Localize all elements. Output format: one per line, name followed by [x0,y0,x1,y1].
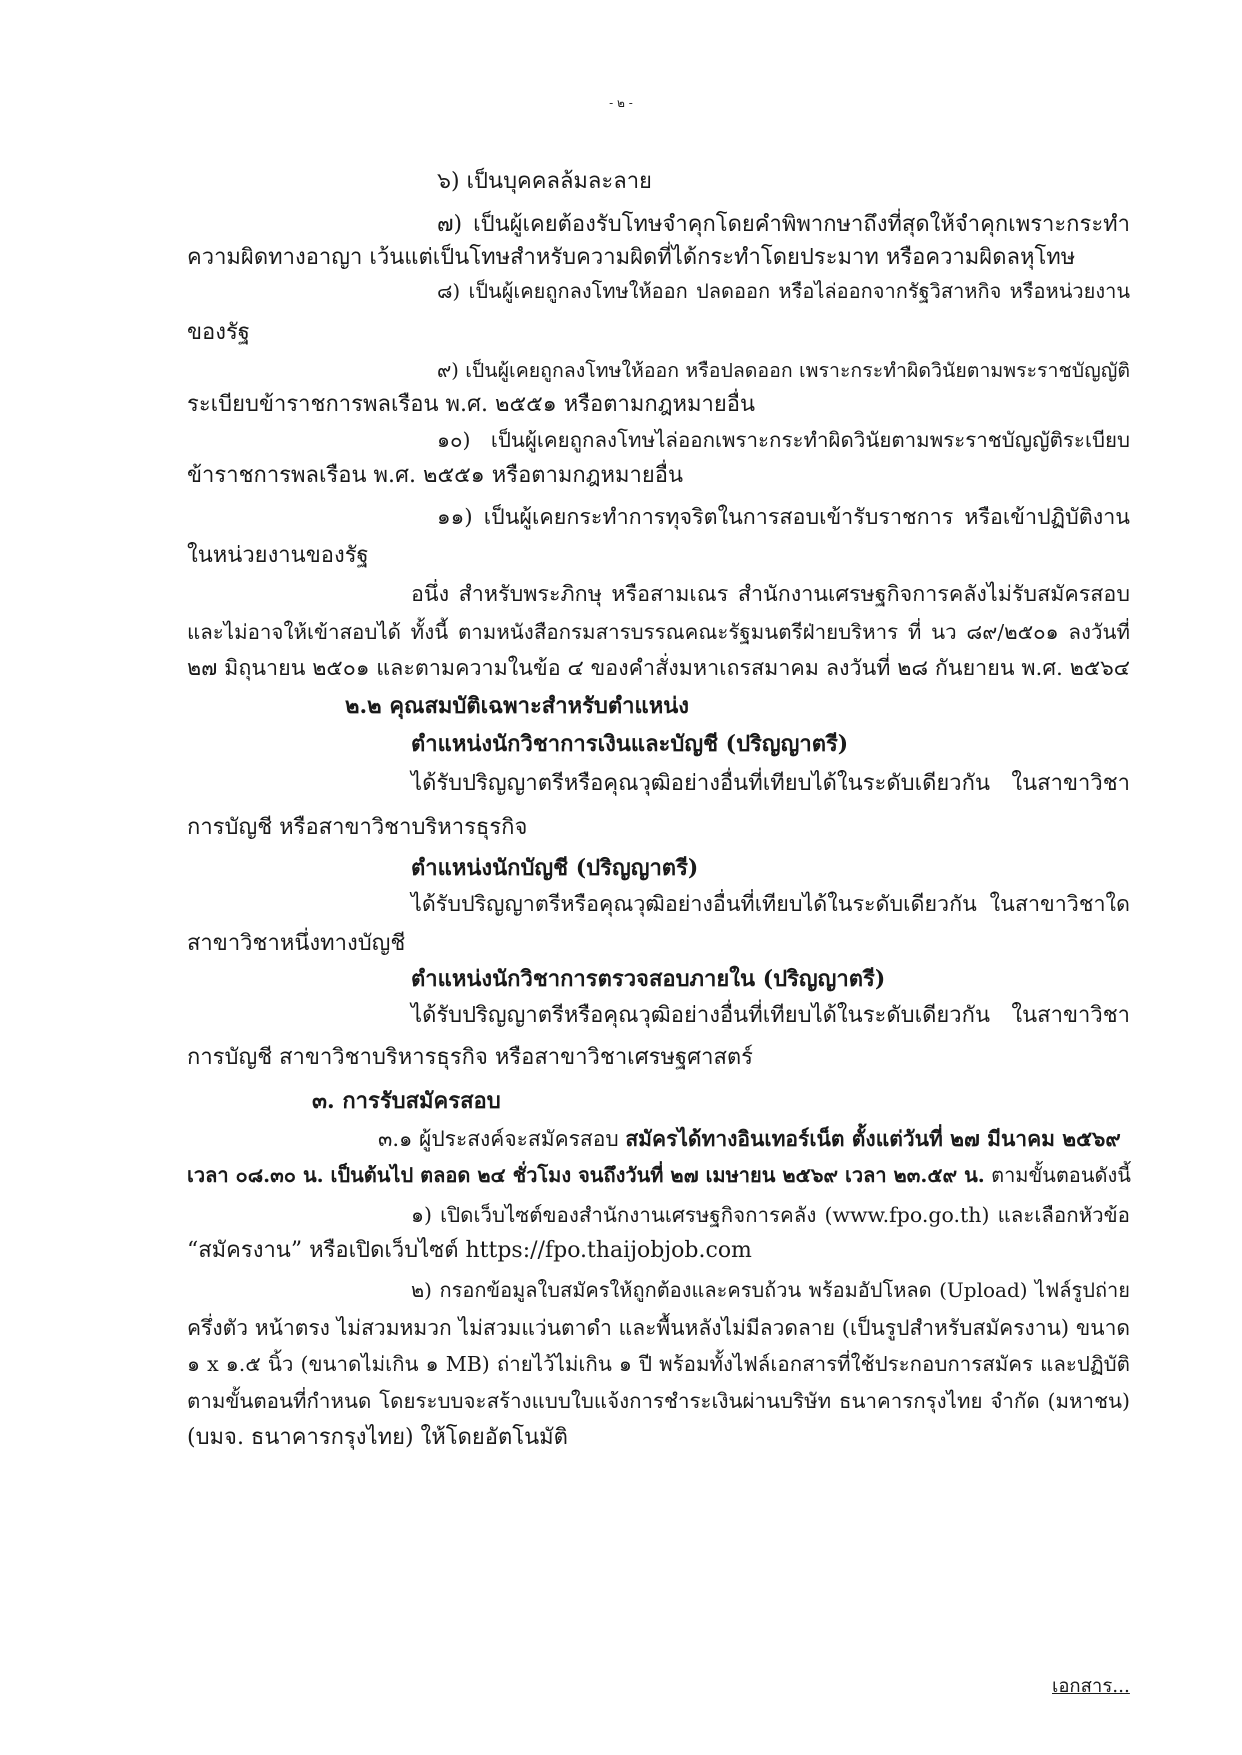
list-item-9-cont: ระเบียบข้าราชการพลเรือน พ.ศ. ๒๕๕๑ หรือตามกฎหมายอื่น [187,392,755,417]
continuation-marker: เอกสาร... [1052,1676,1130,1697]
page-number: - ๒ - [609,96,633,110]
item-3-1-lead-bold: สมัครได้ทางอินเทอร์เน็ต ตั้งแต่วันที่ ๒๗ มีนาคม ๒๕๖๙ [625,1126,1121,1151]
monk-note-line-1: อนึ่ง สำหรับพระภิกษุ หรือสามเณร สำนักงานเศรษฐกิจการคลังไม่รับสมัครสอบ [411,582,1130,607]
item-3-1-line-2 [187,1160,1131,1190]
position-title-auditor: ตำแหน่งนักวิชาการตรวจสอบภายใน (ปริญญาตรี) [411,966,886,992]
monk-note-line-3: ๒๗ มิถุนายน ๒๕๐๑ และตามความในข้อ ๔ ของคำสั่งมหาเถรสมาคม ลงวันที่ ๒๘ กันยายน พ.ศ. ๒๕๖๔ [187,656,1131,681]
section-2-2-heading: ๒.๒ คุณสมบัติเฉพาะสำหรับตำแหน่ง [345,693,689,719]
position-accountant-line-1: ได้รับปริญญาตรีหรือคุณวุฒิอย่างอื่นที่เทียบได้ในระดับเดียวกัน ในสาขาวิชาใด [411,892,1130,917]
list-item-7-cont: ความผิดทางอาญา เว้นแต่เป็นโทษสำหรับความผิดที่ได้กระทำโดยประมาท หรือความผิดลหุโทษ [187,245,1076,270]
item-3-1-period-bold: เวลา ๐๘.๓๐ น. เป็นต้นไป ตลอด ๒๔ ชั่วโมง จนถึงวันที่ ๒๗ เมษายน ๒๕๖๙ เวลา ๒๓.๕๙ น. [187,1163,985,1187]
position-finance-line-2: การบัญชี หรือสาขาวิชาบริหารธุรกิจ [187,815,528,840]
item-3-1-lead: ๓.๑ ผู้ประสงค์จะสมัครสอบ [378,1127,626,1151]
step-1-line-1: ๑) เปิดเว็บไซต์ของสำนักงานเศรษฐกิจการคลัง (www.fpo.go.th) และเลือกหัวข้อ [411,1203,1130,1227]
list-item-8: ๘) เป็นผู้เคยถูกลงโทษให้ออก ปลดออก หรือไล่ออกจากรัฐวิสาหกิจ หรือหน่วยงาน [437,279,1130,303]
step-2-line-2: ครึ่งตัว หน้าตรง ไม่สวมหมวก ไม่สวมแว่นตาดำ และพื้นหลังไม่มีลวดลาย (เป็นรูปสำหรับสมัครงาน) ขนาด [187,1316,1130,1340]
position-auditor-line-1: ได้รับปริญญาตรีหรือคุณวุฒิอย่างอื่นที่เทียบได้ในระดับเดียวกัน ในสาขาวิชา [411,1003,1130,1028]
monk-note-line-2: และไม่อาจให้เข้าสอบได้ ทั้งนี้ ตามหนังสือกรมสารบรรณคณะรัฐมนตรีฝ่ายบริหาร ที่ นว ๘๙/๒๕๐๑ ลงวันที่ [187,620,1130,644]
list-item-6: ๖) เป็นบุคคลล้มละลาย [437,169,652,194]
list-item-7: ๗) เป็นผู้เคยต้องรับโทษจำคุกโดยคำพิพากษาถึงที่สุดให้จำคุกเพราะกระทำ [437,212,1130,237]
list-item-11-cont: ในหน่วยงานของรัฐ [187,543,369,568]
step-1-line-2: “สมัครงาน” หรือเปิดเว็บไซต์ https://fpo.thaijobjob.com [187,1238,752,1263]
position-auditor-line-2: การบัญชี สาขาวิชาบริหารธุรกิจ หรือสาขาวิชาเศรษฐศาสตร์ [187,1045,753,1070]
position-title-accountant: ตำแหน่งนักบัญชี (ปริญญาตรี) [411,855,699,881]
step-2-line-1: ๒) กรอกข้อมูลใบสมัครให้ถูกต้องและครบถ้วน พร้อมอัปโหลด (Upload) ไฟล์รูปถ่าย [411,1278,1130,1302]
step-2-line-3: ๑ x ๑.๕ นิ้ว (ขนาดไม่เกิน ๑ MB) ถ่ายไว้ไม่เกิน ๑ ปี พร้อมทั้งไฟล์เอกสารที่ใช้ประกอบการสมัคร และปฏิบัติ [187,1352,1130,1376]
position-title-finance: ตำแหน่งนักวิชาการเงินและบัญชี (ปริญญาตรี) [411,731,849,757]
list-item-10-cont: ข้าราชการพลเรือน พ.ศ. ๒๕๕๑ หรือตามกฎหมายอื่น [187,463,684,488]
list-item-11: ๑๑) เป็นผู้เคยกระทำการทุจริตในการสอบเข้ารับราชการ หรือเข้าปฏิบัติงาน [437,505,1130,530]
section-3-heading: ๓. การรับสมัครสอบ [312,1088,501,1114]
item-3-1-tail: ตามขั้นตอนดังนี้ [984,1163,1131,1187]
list-item-10: ๑๐) เป็นผู้เคยถูกลงโทษไล่ออกเพราะกระทำผิดวินัยตามพระราชบัญญัติระเบียบ [437,428,1130,452]
step-2-line-4: ตามขั้นตอนที่กำหนด โดยระบบจะสร้างแบบใบแจ้งการชำระเงินผ่านบริษัท ธนาคารกรุงไทย จำกัด (มหาชน) [187,1389,1130,1413]
item-3-1-line-1 [378,1124,1121,1154]
list-item-9: ๙) เป็นผู้เคยถูกลงโทษให้ออก หรือปลดออก เพราะกระทำผิดวินัยตามพระราชบัญญัติ [437,359,1130,382]
position-finance-line-1: ได้รับปริญญาตรีหรือคุณวุฒิอย่างอื่นที่เทียบได้ในระดับเดียวกัน ในสาขาวิชา [411,771,1130,796]
list-item-8-cont: ของรัฐ [187,320,250,345]
position-accountant-line-2: สาขาวิชาหนึ่งทางบัญชี [187,931,406,956]
step-2-line-5: (บมจ. ธนาคารกรุงไทย) ให้โดยอัตโนมัติ [187,1425,568,1450]
